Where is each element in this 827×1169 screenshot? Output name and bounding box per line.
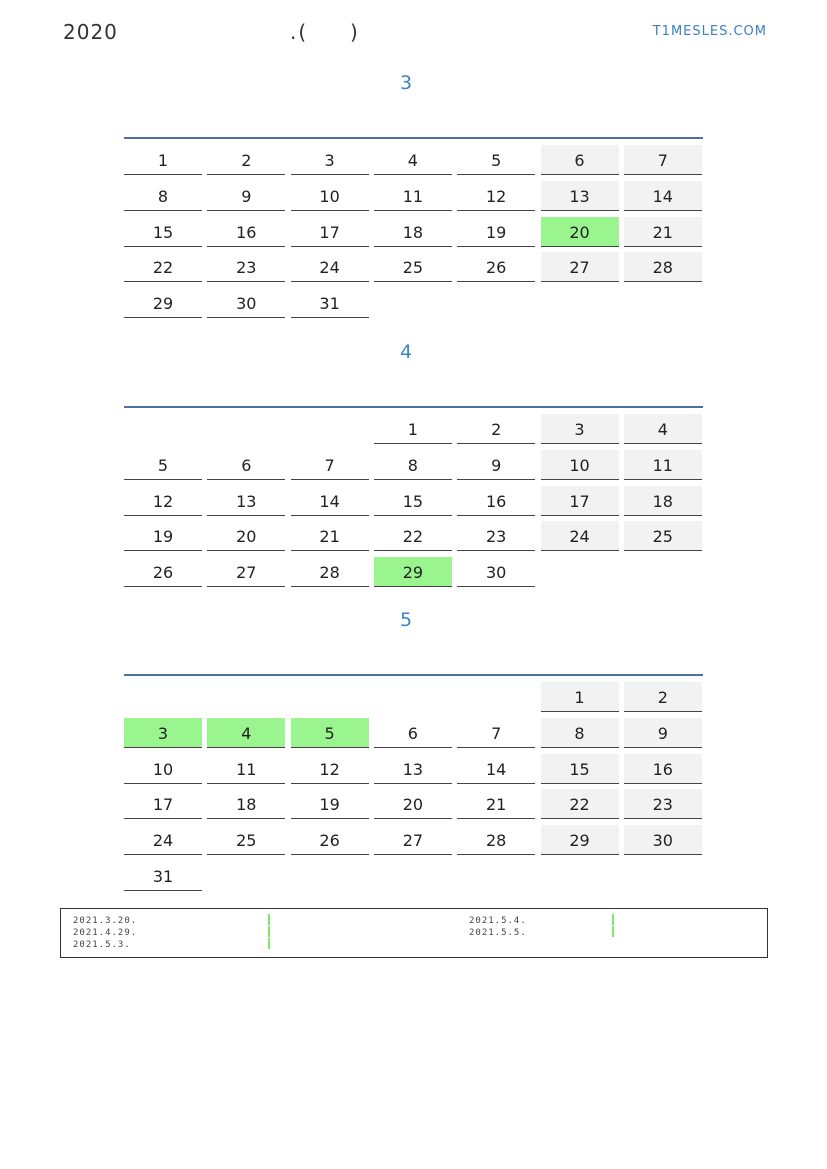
day-cell: 12 [124, 486, 202, 516]
day-cell: 11 [207, 754, 285, 784]
holiday-day-cell: 29 [374, 557, 452, 587]
header-year: 2020 [63, 20, 118, 44]
day-cell: 27 [374, 825, 452, 855]
day-cell: 4 [374, 145, 452, 175]
day-cell: 11 [374, 181, 452, 211]
legend-item: 2021.5.5. [469, 928, 527, 938]
day-cell: 10 [124, 754, 202, 784]
day-cell: 26 [457, 252, 535, 282]
day-cell: 3 [291, 145, 369, 175]
calendar-rule [124, 137, 703, 139]
day-cell: 14 [457, 754, 535, 784]
weekend-day-cell: 16 [624, 754, 702, 784]
day-cell: 19 [124, 521, 202, 551]
day-cell: 10 [291, 181, 369, 211]
weekend-day-cell: 4 [624, 414, 702, 444]
month-title-april: 4 [399, 341, 413, 363]
holiday-day-cell: 20 [541, 217, 619, 247]
weekend-day-cell: 15 [541, 754, 619, 784]
day-cell: 26 [124, 557, 202, 587]
day-cell: 21 [457, 789, 535, 819]
day-cell: 12 [291, 754, 369, 784]
day-cell: 15 [124, 217, 202, 247]
weekend-day-cell: 28 [624, 252, 702, 282]
month-title-march: 3 [399, 72, 413, 94]
weekend-day-cell: 7 [624, 145, 702, 175]
legend-item: 2021.5.3. [73, 940, 131, 950]
holiday-day-cell: 3 [124, 718, 202, 748]
day-cell: 21 [291, 521, 369, 551]
day-cell: 19 [457, 217, 535, 247]
weekend-day-cell: 17 [541, 486, 619, 516]
weekend-day-cell: 11 [624, 450, 702, 480]
weekend-day-cell: 9 [624, 718, 702, 748]
day-cell: 1 [124, 145, 202, 175]
weekend-day-cell: 8 [541, 718, 619, 748]
weekend-day-cell: 1 [541, 682, 619, 712]
day-cell: 7 [457, 718, 535, 748]
weekend-day-cell: 30 [624, 825, 702, 855]
day-cell: 15 [374, 486, 452, 516]
day-cell: 31 [291, 288, 369, 318]
day-cell: 27 [207, 557, 285, 587]
day-cell: 25 [374, 252, 452, 282]
legend-marker [268, 926, 270, 937]
weekend-day-cell: 2 [624, 682, 702, 712]
legend-item: 2021.4.29. [73, 928, 138, 938]
weekend-day-cell: 27 [541, 252, 619, 282]
day-cell: 22 [124, 252, 202, 282]
day-cell: 17 [291, 217, 369, 247]
weekend-day-cell: 22 [541, 789, 619, 819]
day-cell: 30 [207, 288, 285, 318]
day-cell: 18 [207, 789, 285, 819]
weekend-day-cell: 6 [541, 145, 619, 175]
day-cell: 25 [207, 825, 285, 855]
day-cell: 13 [374, 754, 452, 784]
day-cell: 8 [374, 450, 452, 480]
day-cell: 16 [207, 217, 285, 247]
holiday-day-cell: 4 [207, 718, 285, 748]
day-cell: 5 [457, 145, 535, 175]
day-cell: 20 [374, 789, 452, 819]
weekend-day-cell: 18 [624, 486, 702, 516]
weekend-day-cell: 29 [541, 825, 619, 855]
legend-item: 2021.3.20. [73, 916, 138, 926]
day-cell: 18 [374, 217, 452, 247]
day-cell: 1 [374, 414, 452, 444]
weekend-day-cell: 23 [624, 789, 702, 819]
day-cell: 12 [457, 181, 535, 211]
day-cell: 28 [457, 825, 535, 855]
legend-marker [268, 914, 270, 925]
header-subtitle: .( ) [290, 20, 360, 44]
day-cell: 30 [457, 557, 535, 587]
day-cell: 6 [374, 718, 452, 748]
weekend-day-cell: 24 [541, 521, 619, 551]
holiday-legend [60, 908, 768, 958]
day-cell: 2 [457, 414, 535, 444]
legend-marker [612, 914, 614, 925]
day-cell: 9 [457, 450, 535, 480]
day-cell: 9 [207, 181, 285, 211]
day-cell: 24 [124, 825, 202, 855]
legend-item: 2021.5.4. [469, 916, 527, 926]
day-cell: 5 [124, 450, 202, 480]
weekend-day-cell: 25 [624, 521, 702, 551]
day-cell: 7 [291, 450, 369, 480]
calendar-rule [124, 406, 703, 408]
calendar-rule [124, 674, 703, 676]
day-cell: 26 [291, 825, 369, 855]
legend-marker [268, 938, 270, 949]
weekend-day-cell: 10 [541, 450, 619, 480]
day-cell: 28 [291, 557, 369, 587]
day-cell: 29 [124, 288, 202, 318]
day-cell: 14 [291, 486, 369, 516]
holiday-day-cell: 5 [291, 718, 369, 748]
day-cell: 22 [374, 521, 452, 551]
day-cell: 6 [207, 450, 285, 480]
day-cell: 8 [124, 181, 202, 211]
day-cell: 19 [291, 789, 369, 819]
day-cell: 23 [457, 521, 535, 551]
day-cell: 2 [207, 145, 285, 175]
brand-link[interactable]: T1MESLES.COM [652, 24, 767, 39]
day-cell: 17 [124, 789, 202, 819]
month-title-may: 5 [399, 609, 413, 631]
weekend-day-cell: 14 [624, 181, 702, 211]
day-cell: 31 [124, 861, 202, 891]
weekend-day-cell: 3 [541, 414, 619, 444]
weekend-day-cell: 13 [541, 181, 619, 211]
legend-marker [612, 926, 614, 937]
day-cell: 23 [207, 252, 285, 282]
weekend-day-cell: 21 [624, 217, 702, 247]
day-cell: 13 [207, 486, 285, 516]
day-cell: 20 [207, 521, 285, 551]
day-cell: 24 [291, 252, 369, 282]
day-cell: 16 [457, 486, 535, 516]
